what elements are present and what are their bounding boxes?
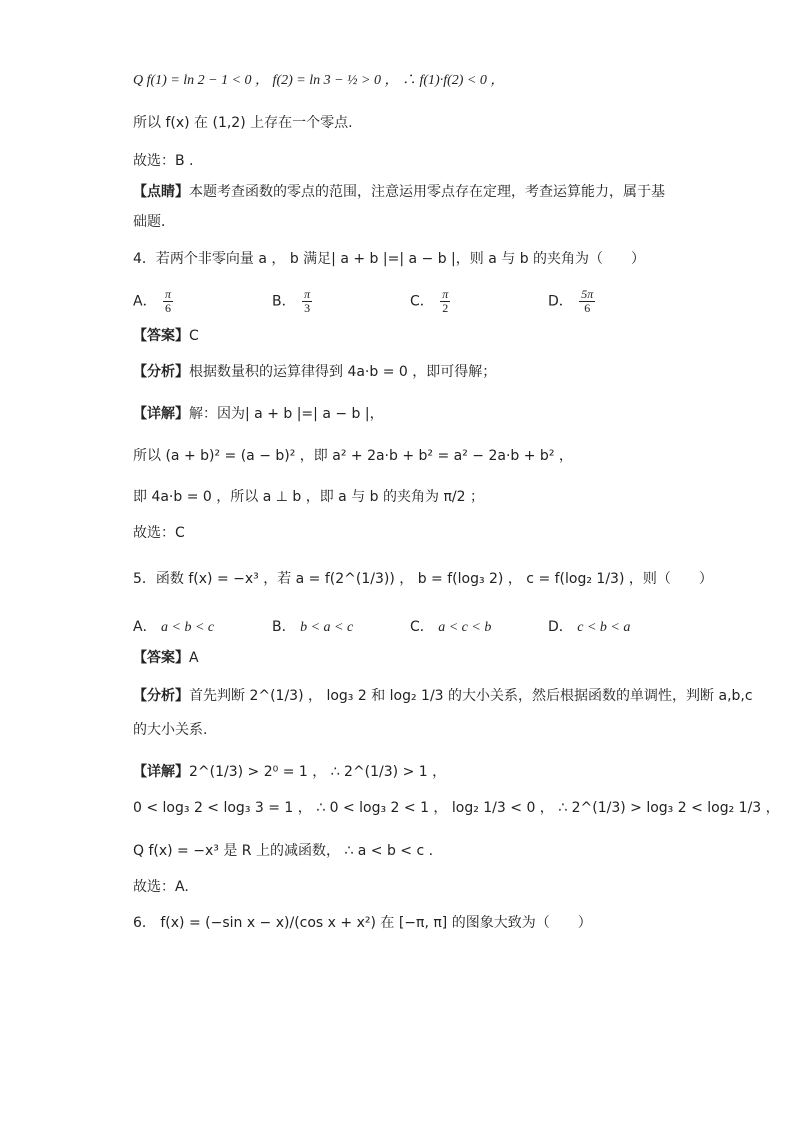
tip-text: 本题考查函数的零点的范围，注意运用零点存在定理，考查运算能力，属于基	[189, 184, 665, 200]
q5-option-d-label: D．	[548, 619, 573, 635]
q4-answer-tag: 【答案】	[133, 328, 189, 344]
q4-option-d-den: 6	[584, 301, 591, 315]
q4-analysis	[133, 362, 496, 382]
q5-step-3-text: 故选：A.	[133, 879, 189, 895]
q4-step-1	[133, 446, 573, 466]
q5-option-a-label: A．	[133, 619, 157, 635]
text-line-1	[133, 70, 504, 91]
q5-step-2-text: Q f(x) = −x³ 是 R 上的减函数， ∴ a < b < c .	[133, 843, 434, 859]
q4-option-a-num: π	[165, 287, 172, 301]
q4-answer-value: C	[189, 328, 199, 344]
q4-option-b-fraction	[302, 288, 312, 315]
q5-option-a-text: a < b < c	[161, 620, 215, 635]
q4-option-c	[410, 288, 452, 315]
q4-option-b-num: π	[304, 287, 311, 301]
q5-step-1	[133, 798, 780, 818]
q5-answer	[133, 648, 199, 668]
text-line-1-content: Q f(1) = ln 2 − 1 < 0 ， f(2) = ln 3 − ½ > 0 ， ∴ f(1)·f(2) < 0 ，	[133, 73, 505, 88]
q5-option-c-text: a < c < b	[438, 620, 492, 635]
q5-option-d	[548, 617, 630, 638]
q4-detail	[133, 404, 384, 424]
q5-option-d-text: c < b < a	[577, 620, 631, 635]
q5-analysis	[133, 686, 753, 706]
q5-option-a	[133, 617, 214, 638]
q5-step-1-text: 0 < log₃ 2 < log₃ 3 = 1 ， ∴ 0 < log₃ 2 < 1 ， log₂ 1/3 < 0 ， ∴ 2^(1/3) > log₃ 2 < log₂ 1/3 ，	[133, 800, 780, 816]
q5-answer-value: A	[189, 650, 199, 666]
q5-analysis-2	[133, 720, 207, 740]
q4-step-1-text: 所以 (a + b)² = (a − b)² ，即 a² + 2a·b + b² = a² − 2a·b + b² ，	[133, 448, 573, 464]
q4-detail-text: 解：因为| a + b |=| a − b |，	[189, 406, 384, 422]
q5-analysis-text-2: 的大小关系.	[133, 722, 208, 738]
q4-option-c-num: π	[442, 287, 449, 301]
q4-option-c-den: 2	[442, 301, 449, 315]
q5-option-c-label: C．	[410, 619, 434, 635]
q5-step-3	[133, 877, 189, 897]
question-4-text: 4．若两个非零向量 a ， b 满足| a + b |=| a − b |，则 a 与 b 的夹角为（ ）	[133, 251, 646, 267]
q5-detail	[133, 762, 446, 782]
text-line-2-content: 所以 f(x) 在 (1,2) 上存在一个零点.	[133, 115, 353, 131]
q4-option-a	[133, 288, 175, 315]
q4-option-c-fraction	[440, 288, 450, 315]
q4-answer	[133, 326, 199, 346]
q5-step-2	[133, 841, 433, 861]
question-5	[133, 569, 713, 589]
q5-option-c	[410, 617, 491, 638]
q4-step-2	[133, 487, 484, 507]
q4-analysis-text: 根据数量积的运算律得到 4a·b = 0 ，即可得解；	[189, 364, 497, 380]
tip-line	[133, 182, 665, 202]
q4-option-b	[272, 288, 314, 315]
q4-step-2-text: 即 4a·b = 0 ，所以 a ⊥ b ，即 a 与 b 的夹角为 π/2 ；	[133, 489, 484, 505]
q4-analysis-tag: 【分析】	[133, 364, 189, 380]
q4-option-a-den: 6	[165, 301, 172, 315]
question-6-text: 6． f(x) = (−sin x − x)/(cos x + x²) 在 [−π, π] 的图象大致为（ ）	[133, 915, 592, 931]
q4-option-c-label: C．	[410, 293, 434, 310]
text-line-2	[133, 113, 353, 133]
q4-option-a-label: A．	[133, 293, 157, 310]
q5-detail-text: 2^(1/3) > 2⁰ = 1 ， ∴ 2^(1/3) > 1 ，	[189, 764, 447, 780]
question-6	[133, 913, 592, 933]
q5-answer-tag: 【答案】	[133, 650, 189, 666]
q4-option-d-fraction	[579, 288, 595, 315]
q4-option-a-fraction	[163, 288, 173, 315]
tip-text-2: 础题．	[133, 214, 175, 230]
tip-tag: 【点睛】	[133, 184, 189, 200]
q4-detail-tag: 【详解】	[133, 406, 189, 422]
q5-option-b-label: B．	[272, 619, 296, 635]
q5-detail-tag: 【详解】	[133, 764, 189, 780]
q4-step-3-text: 故选：C	[133, 525, 185, 541]
q4-option-b-label: B．	[272, 293, 296, 310]
question-5-text: 5．函数 f(x) = −x³ ，若 a = f(2^(1/3)) ， b = f(log₃ 2) ， c = f(log₂ 1/3) ，则（ ）	[133, 571, 713, 587]
question-4	[133, 249, 645, 269]
q5-option-b	[272, 617, 353, 638]
q4-option-d	[548, 288, 597, 315]
tip-line-2	[133, 212, 175, 232]
q4-step-3	[133, 523, 185, 543]
q5-analysis-text: 首先判断 2^(1/3) ， log₃ 2 和 log₂ 1/3 的大小关系，然后根据函数的单调性，判断 a,b,c	[189, 688, 753, 704]
text-line-3	[133, 151, 194, 171]
q4-option-d-num: 5π	[581, 287, 594, 301]
q5-option-b-text: b < a < c	[300, 620, 354, 635]
q5-analysis-tag: 【分析】	[133, 688, 189, 704]
text-line-3-content: 故选：B .	[133, 153, 194, 169]
q4-option-b-den: 3	[304, 301, 311, 315]
q4-option-d-label: D．	[548, 293, 573, 310]
